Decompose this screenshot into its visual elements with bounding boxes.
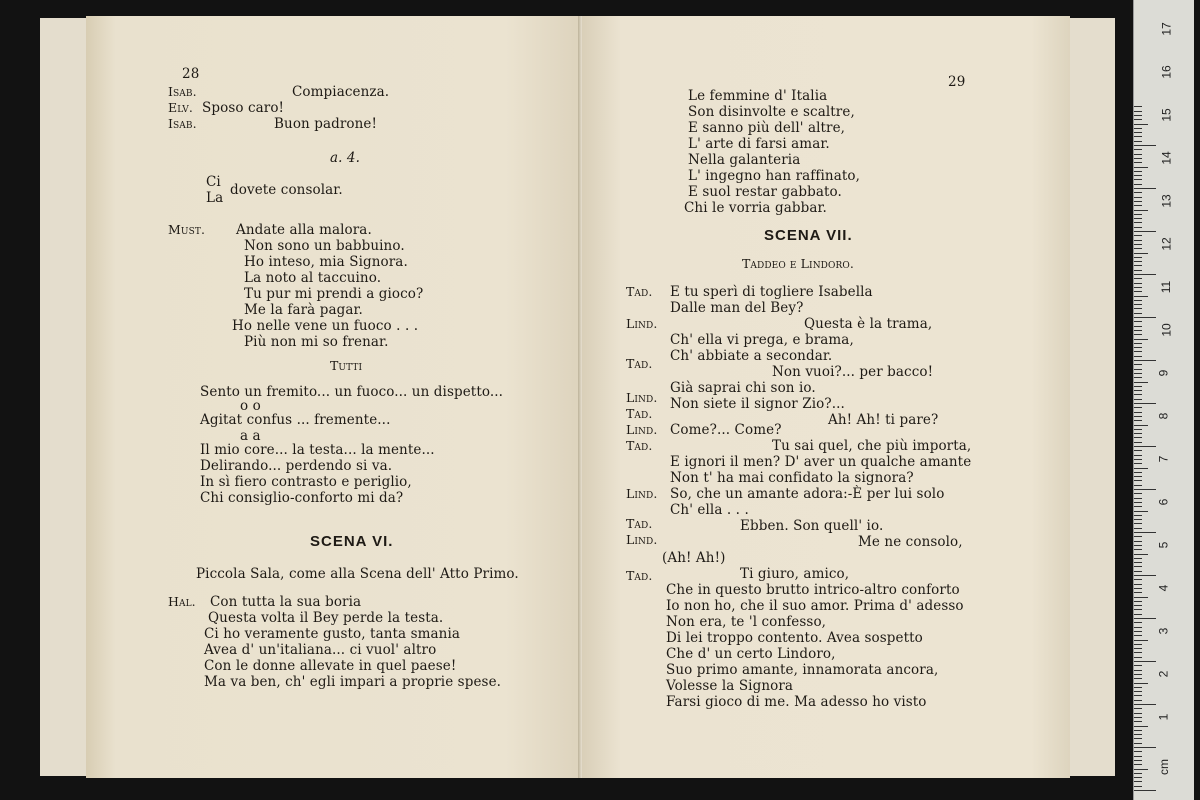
ruler-tick	[1134, 773, 1142, 774]
text-line: Non siete il signor Zio?...	[670, 396, 845, 412]
text-line: Sento un fremito... un fuoco... un dispetto...	[200, 384, 504, 400]
ruler-label: 11	[1159, 280, 1174, 294]
ruler-tick	[1134, 188, 1156, 189]
ruler-tick	[1134, 192, 1142, 193]
ruler-tick	[1134, 575, 1156, 576]
text-line: Ebben. Son quell' io.	[740, 518, 884, 534]
text-line: Ch' ella vi prega, e brama,	[670, 332, 854, 348]
ruler-tick	[1134, 106, 1142, 107]
ruler-tick	[1134, 291, 1142, 292]
text-line: Ch' abbiate a secondar.	[670, 348, 833, 364]
ruler-tick	[1134, 403, 1156, 404]
text-line: L' ingegno han raffinato,	[688, 168, 860, 184]
ruler-tick	[1134, 339, 1148, 340]
ruler-label: 1	[1156, 713, 1171, 721]
ruler-tick	[1134, 631, 1142, 632]
ruler-tick	[1134, 777, 1142, 778]
ruler-tick	[1134, 751, 1142, 752]
ruler-tick	[1134, 235, 1142, 236]
ruler-tick	[1134, 326, 1142, 327]
text-line: Non t' ha mai confidato la signora?	[670, 470, 914, 486]
text-line: Non vuoi?... per bacco!	[772, 364, 934, 380]
ruler-tick	[1134, 532, 1156, 533]
text-line: Tu sai quel, che più importa,	[772, 438, 972, 454]
ruler-tick	[1134, 674, 1142, 675]
ruler-tick	[1134, 476, 1142, 477]
speaker: Hal.	[168, 594, 196, 609]
ruler-tick	[1134, 657, 1142, 658]
ruler-label: 12	[1159, 237, 1174, 251]
ruler-tick	[1134, 412, 1142, 413]
ruler-tick	[1134, 665, 1142, 666]
speaker: Tad.	[626, 356, 653, 371]
ruler-tick	[1134, 618, 1156, 619]
ruler-tick	[1134, 738, 1142, 739]
ruler-label: 17	[1159, 22, 1174, 36]
ruler-unit: cm	[1157, 759, 1171, 775]
ruler-tick	[1134, 747, 1156, 748]
speaker: Lind.	[626, 422, 658, 437]
ruler-tick	[1134, 136, 1142, 137]
text-line: Andate alla malora.	[236, 222, 372, 238]
speaker: Elv.	[168, 100, 193, 115]
ruler-tick	[1134, 549, 1142, 550]
scene-heading: SCENA VII.	[764, 227, 853, 244]
ruler-tick	[1134, 493, 1142, 494]
ruler-tick	[1134, 648, 1142, 649]
text-line: La noto al taccuino.	[244, 270, 382, 286]
page-number: 28	[182, 66, 200, 82]
ruler-tick	[1134, 158, 1142, 159]
ruler-tick	[1134, 769, 1148, 770]
ruler-tick	[1134, 695, 1142, 696]
ruler-label: 6	[1156, 498, 1171, 506]
text-line: Di lei troppo contento. Avea sospetto	[666, 630, 923, 646]
ruler-tick	[1134, 756, 1142, 757]
section-label: Tutti	[330, 358, 363, 373]
ruler-tick	[1134, 446, 1156, 447]
speaker: Lind.	[626, 486, 658, 501]
text-line: Me ne consolo,	[858, 534, 963, 550]
text-line: Sposo caro!	[202, 100, 285, 116]
ruler-tick	[1134, 502, 1142, 503]
text-line: L' arte di farsi amar.	[688, 136, 830, 152]
ruler-tick	[1134, 734, 1142, 735]
ruler-tick	[1134, 566, 1142, 567]
text-line: Me la farà pagar.	[244, 302, 363, 318]
ruler-tick	[1134, 700, 1142, 701]
ruler-tick	[1134, 407, 1142, 408]
ruler-tick	[1134, 790, 1156, 791]
ruler-tick	[1134, 334, 1142, 335]
ruler-tick	[1134, 347, 1142, 348]
ruler-tick	[1134, 687, 1142, 688]
ruler-tick	[1134, 558, 1142, 559]
text-line: Volesse la Signora	[666, 678, 794, 694]
ruler-tick	[1134, 545, 1142, 546]
stage-direction: Taddeo e Lindoro.	[742, 256, 854, 271]
text-line: Farsi gioco di me. Ma adesso ho visto	[666, 694, 927, 710]
ruler-tick	[1134, 231, 1156, 232]
ruler-label: 3	[1156, 627, 1171, 635]
ruler-tick	[1134, 399, 1142, 400]
text-line: a. 4.	[330, 150, 361, 166]
text-line: Come?... Come?	[670, 422, 782, 438]
ruler-tick	[1134, 278, 1142, 279]
ruler-tick	[1134, 382, 1148, 383]
ruler-tick	[1134, 691, 1142, 692]
text-line: (Ah! Ah!)	[662, 550, 726, 566]
text-line: Questa è la trama,	[804, 316, 933, 332]
ruler-tick	[1134, 442, 1142, 443]
ruler-tick	[1134, 683, 1148, 684]
speaker: Tad.	[626, 516, 653, 531]
text-line: Chi consiglio-conforto mi da?	[200, 490, 404, 506]
ruler-tick	[1134, 222, 1142, 223]
text-line: Ho nelle vene un fuoco . . .	[232, 318, 419, 334]
speaker: Lind.	[626, 316, 658, 331]
ruler-tick	[1134, 562, 1142, 563]
ruler-tick	[1134, 257, 1142, 258]
ruler-tick	[1134, 390, 1142, 391]
ruler-tick	[1134, 265, 1142, 266]
ruler-tick	[1134, 459, 1142, 460]
ruler-tick	[1134, 351, 1142, 352]
text-line: Buon padrone!	[274, 116, 378, 132]
ruler-tick	[1134, 622, 1142, 623]
text-line: E suol restar gabbato.	[688, 184, 842, 200]
ruler-tick	[1134, 489, 1156, 490]
ruler-tick	[1134, 308, 1142, 309]
ruler-tick	[1134, 760, 1142, 761]
ruler-tick	[1134, 283, 1142, 284]
ruler-tick	[1134, 743, 1142, 744]
ruler-tick	[1134, 313, 1142, 314]
ruler-tick	[1134, 145, 1156, 146]
ruler-tick	[1134, 321, 1142, 322]
text-line: E sanno più dell' altre,	[688, 120, 846, 136]
ruler-tick	[1134, 274, 1156, 275]
ruler-tick	[1134, 523, 1142, 524]
text-line: Non sono un babbuino.	[244, 238, 405, 254]
ruler-tick	[1134, 162, 1142, 163]
ruler-tick	[1134, 119, 1142, 120]
scene-heading: SCENA VI.	[310, 533, 394, 550]
ruler-tick	[1134, 201, 1142, 202]
ruler-tick	[1134, 115, 1142, 116]
text-line: Le femmine d' Italia	[688, 88, 828, 104]
ruler-tick	[1134, 429, 1142, 430]
text-line: Ma va ben, ch' egli impari a proprie spese.	[204, 674, 502, 690]
ruler-tick	[1134, 786, 1142, 787]
ruler-label: 14	[1159, 151, 1174, 165]
text-line: a a	[240, 428, 261, 444]
ruler-tick	[1134, 515, 1142, 516]
ruler-tick	[1134, 541, 1142, 542]
ruler-label: 2	[1156, 670, 1171, 678]
text-line: Chi le vorria gabbar.	[684, 200, 827, 216]
text-line: Ho inteso, mia Signora.	[244, 254, 408, 270]
ruler-tick	[1134, 343, 1142, 344]
ruler-tick	[1134, 300, 1142, 301]
ruler-tick	[1134, 369, 1142, 370]
ruler-tick	[1134, 416, 1142, 417]
text-line: Che d' un certo Lindoro,	[666, 646, 836, 662]
ruler-tick	[1134, 708, 1142, 709]
ruler-tick	[1134, 167, 1148, 168]
ruler-label: 9	[1156, 369, 1171, 377]
ruler-tick	[1134, 171, 1142, 172]
ruler-tick	[1134, 528, 1142, 529]
ruler-tick	[1134, 218, 1142, 219]
ruler-tick	[1134, 184, 1142, 185]
ruler-tick	[1134, 730, 1142, 731]
ruler-tick	[1134, 536, 1142, 537]
ruler-tick	[1134, 317, 1156, 318]
ruler-tick	[1134, 124, 1148, 125]
ruler-tick	[1134, 704, 1156, 705]
ruler-label: 16	[1159, 65, 1174, 79]
ruler-tick	[1134, 592, 1142, 593]
ruler-tick	[1134, 304, 1142, 305]
ruler-tick	[1134, 614, 1142, 615]
text-line: Ch' ella . . .	[670, 502, 749, 518]
ruler-tick	[1134, 584, 1142, 585]
ruler-tick	[1134, 296, 1148, 297]
stage-direction: Piccola Sala, come alla Scena dell' Atto Primo.	[196, 566, 519, 582]
ruler-tick	[1134, 726, 1148, 727]
ruler-tick	[1134, 330, 1142, 331]
ruler-tick	[1134, 640, 1148, 641]
text-line: dovete consolar.	[230, 182, 343, 198]
speaker: Must.	[168, 222, 206, 237]
text-line: Non era, te 'l confesso,	[666, 614, 827, 630]
ruler-tick	[1134, 420, 1142, 421]
ruler-tick	[1134, 609, 1142, 610]
ruler-tick	[1134, 149, 1142, 150]
ruler-tick	[1134, 519, 1142, 520]
ruler-tick	[1134, 179, 1142, 180]
text-line: o o	[240, 398, 261, 414]
ruler-tick	[1134, 261, 1142, 262]
ruler-tick	[1134, 764, 1142, 765]
text-line: Avea d' un'italiana... ci vuol' altro	[204, 642, 437, 658]
ruler-label: 8	[1156, 412, 1171, 420]
ruler-tick	[1134, 571, 1142, 572]
ruler-tick	[1134, 141, 1142, 142]
text-line: Son disinvolte e scaltre,	[688, 104, 855, 120]
ruler-tick	[1134, 270, 1142, 271]
ruler-tick	[1134, 588, 1142, 589]
ruler-tick	[1134, 506, 1142, 507]
ruler-tick	[1134, 463, 1142, 464]
text-line: Delirando... perdendo si va.	[200, 458, 393, 474]
ruler-label: 4	[1156, 584, 1171, 592]
text-line: Ci ho veramente gusto, tanta smania	[204, 626, 461, 642]
ruler-tick	[1134, 455, 1142, 456]
ruler-tick	[1134, 128, 1142, 129]
ruler-tick	[1134, 713, 1142, 714]
speaker: Tad.	[626, 406, 653, 421]
text-line: E tu sperì di togliere Isabella	[670, 284, 873, 300]
ruler-tick	[1134, 205, 1142, 206]
ruler-tick	[1134, 253, 1148, 254]
ruler-tick	[1134, 721, 1142, 722]
ruler-tick	[1134, 635, 1142, 636]
ruler-label: 15	[1159, 108, 1174, 122]
ruler-tick	[1134, 248, 1142, 249]
ruler-tick	[1134, 154, 1142, 155]
text-line: La	[206, 190, 224, 206]
ruler-tick	[1134, 678, 1142, 679]
ruler-tick	[1134, 511, 1148, 512]
page-number: 29	[948, 74, 966, 90]
ruler-tick	[1134, 425, 1148, 426]
ruler-tick	[1134, 111, 1142, 112]
text-line: So, che un amante adora:-È per lui solo	[670, 486, 945, 502]
ruler-tick	[1134, 644, 1142, 645]
ruler-tick	[1134, 373, 1142, 374]
text-line: Nella galanteria	[688, 152, 801, 168]
ruler-tick	[1134, 214, 1142, 215]
ruler-label: 13	[1159, 194, 1174, 208]
text-line: Questa volta il Bey perde la testa.	[208, 610, 444, 626]
speaker: Isab.	[168, 84, 197, 99]
text-line: Già saprai chi son io.	[670, 380, 816, 396]
text-line: E ignori il men? D' aver un qualche amante	[670, 454, 972, 470]
text-line: Con tutta la sua boria	[210, 594, 362, 610]
ruler-tick	[1134, 554, 1148, 555]
speaker: Tad.	[626, 568, 653, 583]
speaker: Tad.	[626, 438, 653, 453]
ruler-tick	[1134, 605, 1142, 606]
text-line: Suo primo amante, innamorata ancora,	[666, 662, 939, 678]
text-line: In sì fiero contrasto e periglio,	[200, 474, 412, 490]
ruler-label: 10	[1159, 323, 1174, 337]
ruler-tick	[1134, 394, 1142, 395]
ruler-tick	[1134, 437, 1142, 438]
left-page	[86, 16, 580, 778]
text-line: Ci	[206, 174, 221, 190]
ruler-tick	[1134, 468, 1148, 469]
text-line: Più non mi so frenar.	[244, 334, 389, 350]
ruler-tick	[1134, 386, 1142, 387]
ruler-tick	[1134, 360, 1156, 361]
right-page	[582, 16, 1070, 778]
ruler-tick	[1134, 498, 1142, 499]
text-line: Il mio core... la testa... la mente...	[200, 442, 435, 458]
ruler-tick	[1134, 356, 1142, 357]
ruler-tick	[1134, 175, 1142, 176]
ruler-tick	[1134, 601, 1142, 602]
ruler-tick	[1134, 670, 1142, 671]
ruler-tick	[1134, 579, 1142, 580]
ruler-tick	[1134, 244, 1142, 245]
ruler-tick	[1134, 627, 1142, 628]
ruler-tick	[1134, 597, 1148, 598]
speaker: Tad.	[626, 284, 653, 299]
speaker: Isab.	[168, 116, 197, 131]
ruler-label: 7	[1156, 455, 1171, 463]
text-line: Ah! Ah! ti pare?	[828, 412, 939, 428]
text-line: Con le donne allevate in quel paese!	[204, 658, 457, 674]
ruler-tick	[1134, 472, 1142, 473]
ruler-tick	[1134, 240, 1142, 241]
speaker: Lind.	[626, 532, 658, 547]
text-line: Ti giuro, amico,	[740, 566, 850, 582]
ruler-label: 5	[1156, 541, 1171, 549]
ruler-tick	[1134, 377, 1142, 378]
text-line: Che in questo brutto intrico-altro conforto	[666, 582, 960, 598]
text-line: Tu pur mi prendi a gioco?	[244, 286, 424, 302]
text-line: Io non ho, che il suo amor. Prima d' adesso	[666, 598, 964, 614]
ruler-tick	[1134, 781, 1142, 782]
ruler-tick	[1134, 132, 1142, 133]
ruler-tick	[1134, 661, 1156, 662]
ruler-tick	[1134, 433, 1142, 434]
speaker: Lind.	[626, 390, 658, 405]
measurement-ruler	[1133, 0, 1194, 800]
ruler-tick	[1134, 197, 1142, 198]
ruler-tick	[1134, 717, 1142, 718]
ruler-tick	[1134, 480, 1142, 481]
ruler-tick	[1134, 485, 1142, 486]
ruler-tick	[1134, 364, 1142, 365]
ruler-tick	[1134, 210, 1148, 211]
text-line: Dalle man del Bey?	[670, 300, 804, 316]
text-line: Agitat confus ... fremente...	[200, 412, 391, 428]
ruler-tick	[1134, 287, 1142, 288]
text-line: Compiacenza.	[292, 84, 390, 100]
ruler-tick	[1134, 450, 1142, 451]
ruler-tick	[1134, 652, 1142, 653]
ruler-tick	[1134, 227, 1142, 228]
